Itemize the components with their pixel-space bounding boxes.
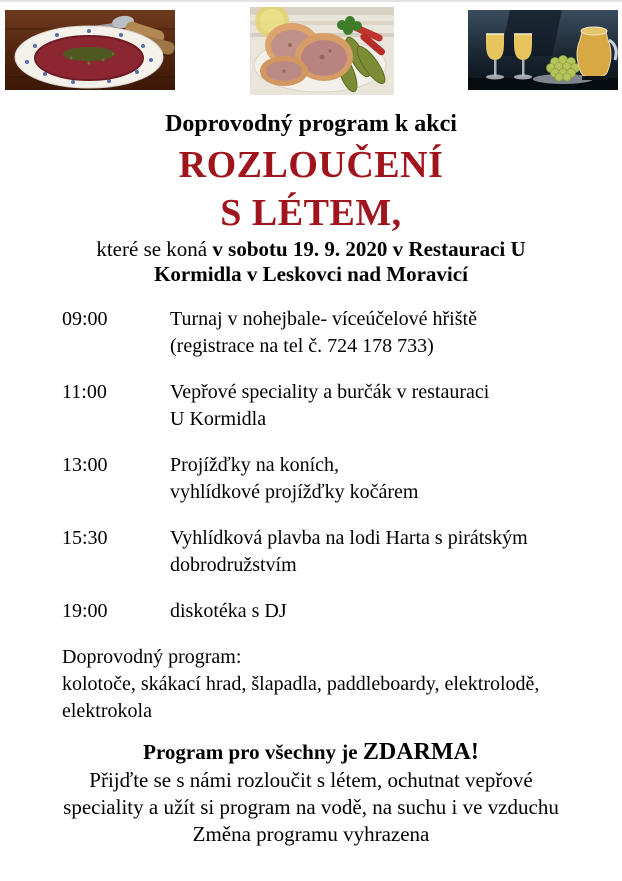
- extras-line: kolotoče, skákací hrad, šlapadla, paddleboardy, elektrolodě,: [62, 673, 540, 695]
- subtitle-normal: které se koná: [96, 237, 208, 261]
- footer-line: Změna programu vyhrazena: [192, 822, 430, 846]
- schedule-time: 15:30: [62, 527, 108, 549]
- free-highlight: ZDARMA!: [362, 739, 479, 765]
- footer-line: Přijďte se s námi rozloučit s létem, ochutnat vepřové: [89, 768, 533, 792]
- schedule-row: [0, 379, 622, 433]
- footer: [0, 738, 622, 848]
- event-subtitle: [0, 237, 622, 287]
- subtitle-bold-1: v sobotu 19. 9. 2020 v Restauraci U: [212, 237, 526, 261]
- free-line: [0, 738, 622, 767]
- schedule-time: 09:00: [62, 308, 108, 330]
- schedule-line: dobrodružstvím: [170, 554, 297, 576]
- free-prefix: Program pro všechny je: [143, 740, 358, 764]
- schedule-line: (registrace na tel č. 724 178 733): [170, 335, 434, 357]
- schedule-row: [0, 306, 622, 360]
- schedule-row: [0, 452, 622, 506]
- event-title-line2: S LÉTEM,: [220, 192, 402, 234]
- schedule-line: U Kormidla: [170, 408, 267, 430]
- schedule-time: 19:00: [62, 600, 108, 622]
- footer-line: speciality a užít si program na vodě, na suchu i ve vzduchu: [63, 795, 559, 819]
- schedule-description: [170, 306, 622, 360]
- schedule-description: [170, 379, 622, 433]
- event-title: [0, 141, 622, 237]
- schedule-line: Turnaj v nohejbale- víceúčelové hřiště: [170, 308, 477, 330]
- subtitle-bold-2: Kormidla v Leskovci nad Moravicí: [154, 262, 468, 286]
- beetroot-soup-photo: [5, 10, 175, 95]
- extras-line: elektrokola: [62, 700, 152, 722]
- schedule-row: [0, 598, 622, 625]
- photo-strip: [0, 2, 622, 95]
- schedule-description: [170, 598, 622, 625]
- schedule-description: [170, 525, 622, 579]
- schedule-line: Projížďky na koních,: [170, 454, 340, 476]
- schedule-description: [170, 452, 622, 506]
- extras-section: [62, 644, 622, 725]
- schedule-line: Vyhlídková plavba na lodi Harta s pirátským: [170, 527, 528, 549]
- schedule: [0, 306, 622, 625]
- schedule-time: 11:00: [62, 381, 107, 403]
- schedule-time: 13:00: [62, 454, 108, 476]
- kicker-line: Doprovodný program k akci: [165, 111, 457, 137]
- schedule-line: Vepřové speciality a burčák v restauraci: [170, 381, 490, 403]
- schedule-line: diskotéka s DJ: [170, 600, 287, 622]
- roast-pork-photo: [250, 7, 394, 95]
- extras-heading: Doprovodný program:: [62, 646, 242, 668]
- event-title-line1: ROZLOUČENÍ: [178, 144, 444, 186]
- schedule-line: vyhlídkové projížďky kočárem: [170, 481, 419, 503]
- burcak-grapes-photo: [468, 10, 618, 95]
- schedule-row: [0, 525, 622, 579]
